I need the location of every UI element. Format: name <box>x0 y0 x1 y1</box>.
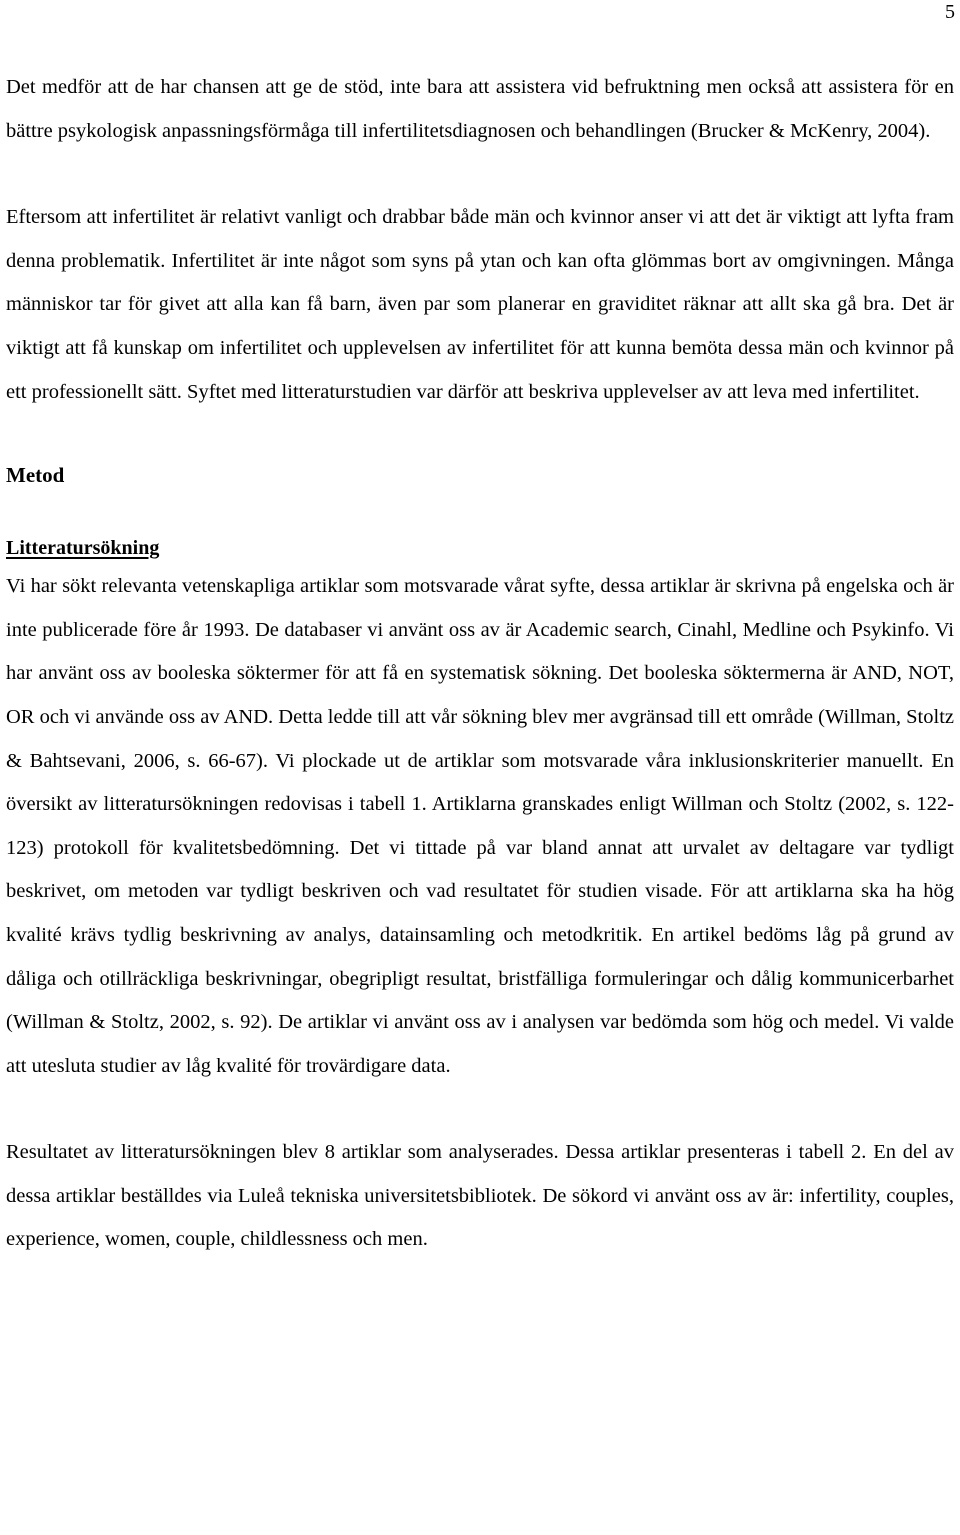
paragraph-search-method: Vi har sökt relevanta vetenskapliga artiklar som motsvarade vårat syfte, dessa artiklar är skrivna på engelska och är inte publicerade före år 1993. De databaser vi använt oss av är Academic search, Cinahl, Medline och Psykinfo. Vi har använt oss av booleska söktermer för att få en systematisk sökning. Det booleska söktermerna är AND, NOT, OR och vi använde oss av AND. Detta ledde till att vår sökning blev mer avgränsad till ett område (Willman, Stoltz & Bahtsevani, 2006, s. 66-67). Vi plockade ut de artiklar som motsvarade våra inklusionskriterier manuellt. En översikt av litteratursökningen redovisas i tabell 1. Artiklarna granskades enligt Willman och Stoltz (2002, s. 122-123) protokoll för kvalitetsbedömning. Det vi tittade på var bland annat att urvalet av deltagare var tydligt beskrivet, om metoden var tydligt beskriven och vad resultatet för studien visade. För att artiklarna ska ha hög kvalité krävs tydlig beskrivning av analys, datainsamling och metodkritik. En artikel bedöms låg på grund av dåliga och otillräckliga beskrivningar, obegripligt resultat, bristfälliga formuleringar och dålig kommunicerbarhet (Willman & Stoltz, 2002, s. 92). De artiklar vi använt oss av i analysen var bedömda som hög och medel. Vi valde att utesluta studier av låg kvalité för trovärdigare data. <box>6 575 954 1077</box>
paragraph-spacer <box>6 1088 954 1131</box>
paragraph-search-result: Resultatet av litteratursökningen blev 8 artiklar som analyserades. Dessa artiklar presenteras i tabell 2. En del av dessa artiklar beställdes via Luleå tekniska universitetsbibliotek. De sökord vi använt oss av är: infertility, couples, experience, women, couple, childlessness och men. <box>6 1141 954 1251</box>
subsection-heading-litteratursokning: Litteratursökning <box>6 537 160 560</box>
heading-spacer <box>6 497 954 535</box>
section-spacer <box>6 414 954 454</box>
paragraph-spacer <box>6 153 954 196</box>
paragraph-motivation-aim: Eftersom att infertilitet är relativt vanligt och drabbar både män och kvinnor anser vi att det är viktigt att lyfta fram denna problematik. Infertilitet är inte något som syns på ytan och kan ofta glömmas bort av omgivningen. Många människor tar för givet att alla kan få barn, även par som planerar en graviditet räknar att allt ska gå bra. Det är viktigt att få kunskap om infertilitet och upplevelsen av infertilitet för att kunna bemöta dessa män och kvinnor på ett professionellt sätt. Syftet med litteraturstudien var därför att beskriva upplevelser av att leva med infertilitet. <box>6 206 954 403</box>
document-body <box>6 66 954 1262</box>
paragraph-intro-continued: Det medför att de har chansen att ge de stöd, inte bara att assistera vid befruktning men också att assistera för en bättre psykologisk anpassningsförmåga till infertilitetsdiagnosen och behandlingen (Brucker & McKenry, 2004). <box>6 76 954 142</box>
section-heading-metod: Metod <box>6 463 65 488</box>
page-number: 5 <box>945 1 955 23</box>
